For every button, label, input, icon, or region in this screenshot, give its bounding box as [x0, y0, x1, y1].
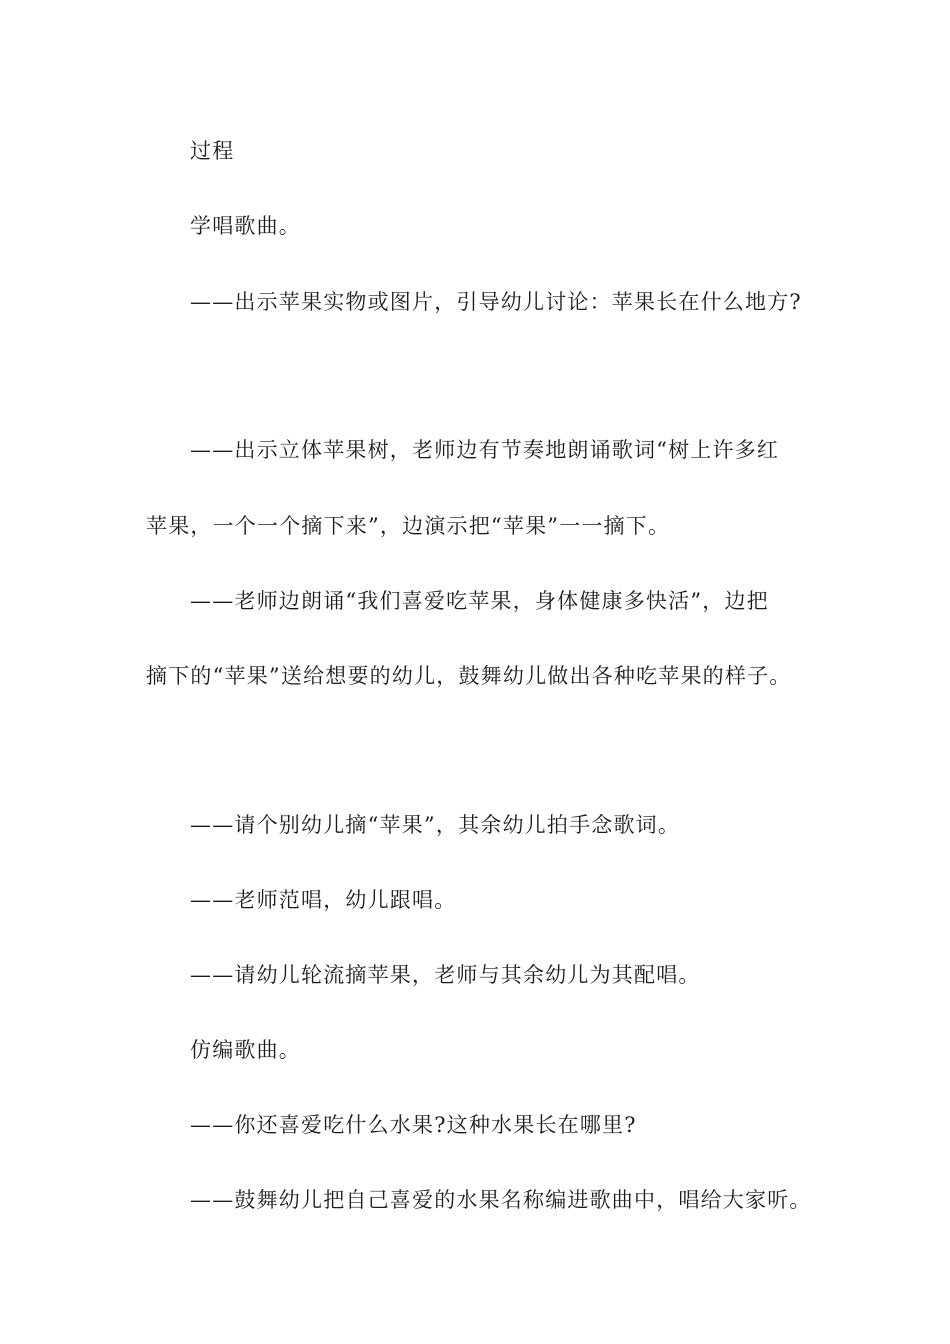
paragraph-apple-tree-line2: 苹果，一个一个摘下来”，边演示把“苹果”一一摘下。 — [146, 514, 671, 538]
step-heading-adapt-song: 仿编歌曲。 — [190, 1038, 301, 1062]
paragraph-recite-line1: ——老师边朗诵“我们喜爱吃苹果，身体健康多快活”，边把 — [190, 589, 769, 613]
section-heading-process: 过程 — [190, 139, 235, 163]
step-heading-learn-song: 学唱歌曲。 — [190, 214, 301, 238]
paragraph-take-turns: ——请幼儿轮流摘苹果，老师与其余幼儿为其配唱。 — [190, 963, 701, 987]
paragraph-teacher-sing: ——老师范唱，幼儿跟唱。 — [190, 888, 457, 912]
paragraph-apple-tree-line1: ——出示立体苹果树，老师边有节奏地朗诵歌词“树上许多红 — [190, 438, 780, 462]
paragraph-recite-line2: 摘下的“苹果”送给想要的幼儿，鼓舞幼儿做出各种吃苹果的样子。 — [146, 664, 792, 688]
paragraph-show-apple: ——出示苹果实物或图片，引导幼儿讨论：苹果长在什么地方? — [190, 290, 802, 314]
paragraph-pick-apple: ——请个别幼儿摘“苹果”，其余幼儿拍手念歌词。 — [190, 813, 681, 837]
paragraph-encourage-compose: ——鼓舞幼儿把自己喜爱的水果名称编进歌曲中，唱给大家听。 — [190, 1188, 812, 1212]
paragraph-other-fruit: ——你还喜爱吃什么水果?这种水果长在哪里? — [190, 1113, 637, 1137]
